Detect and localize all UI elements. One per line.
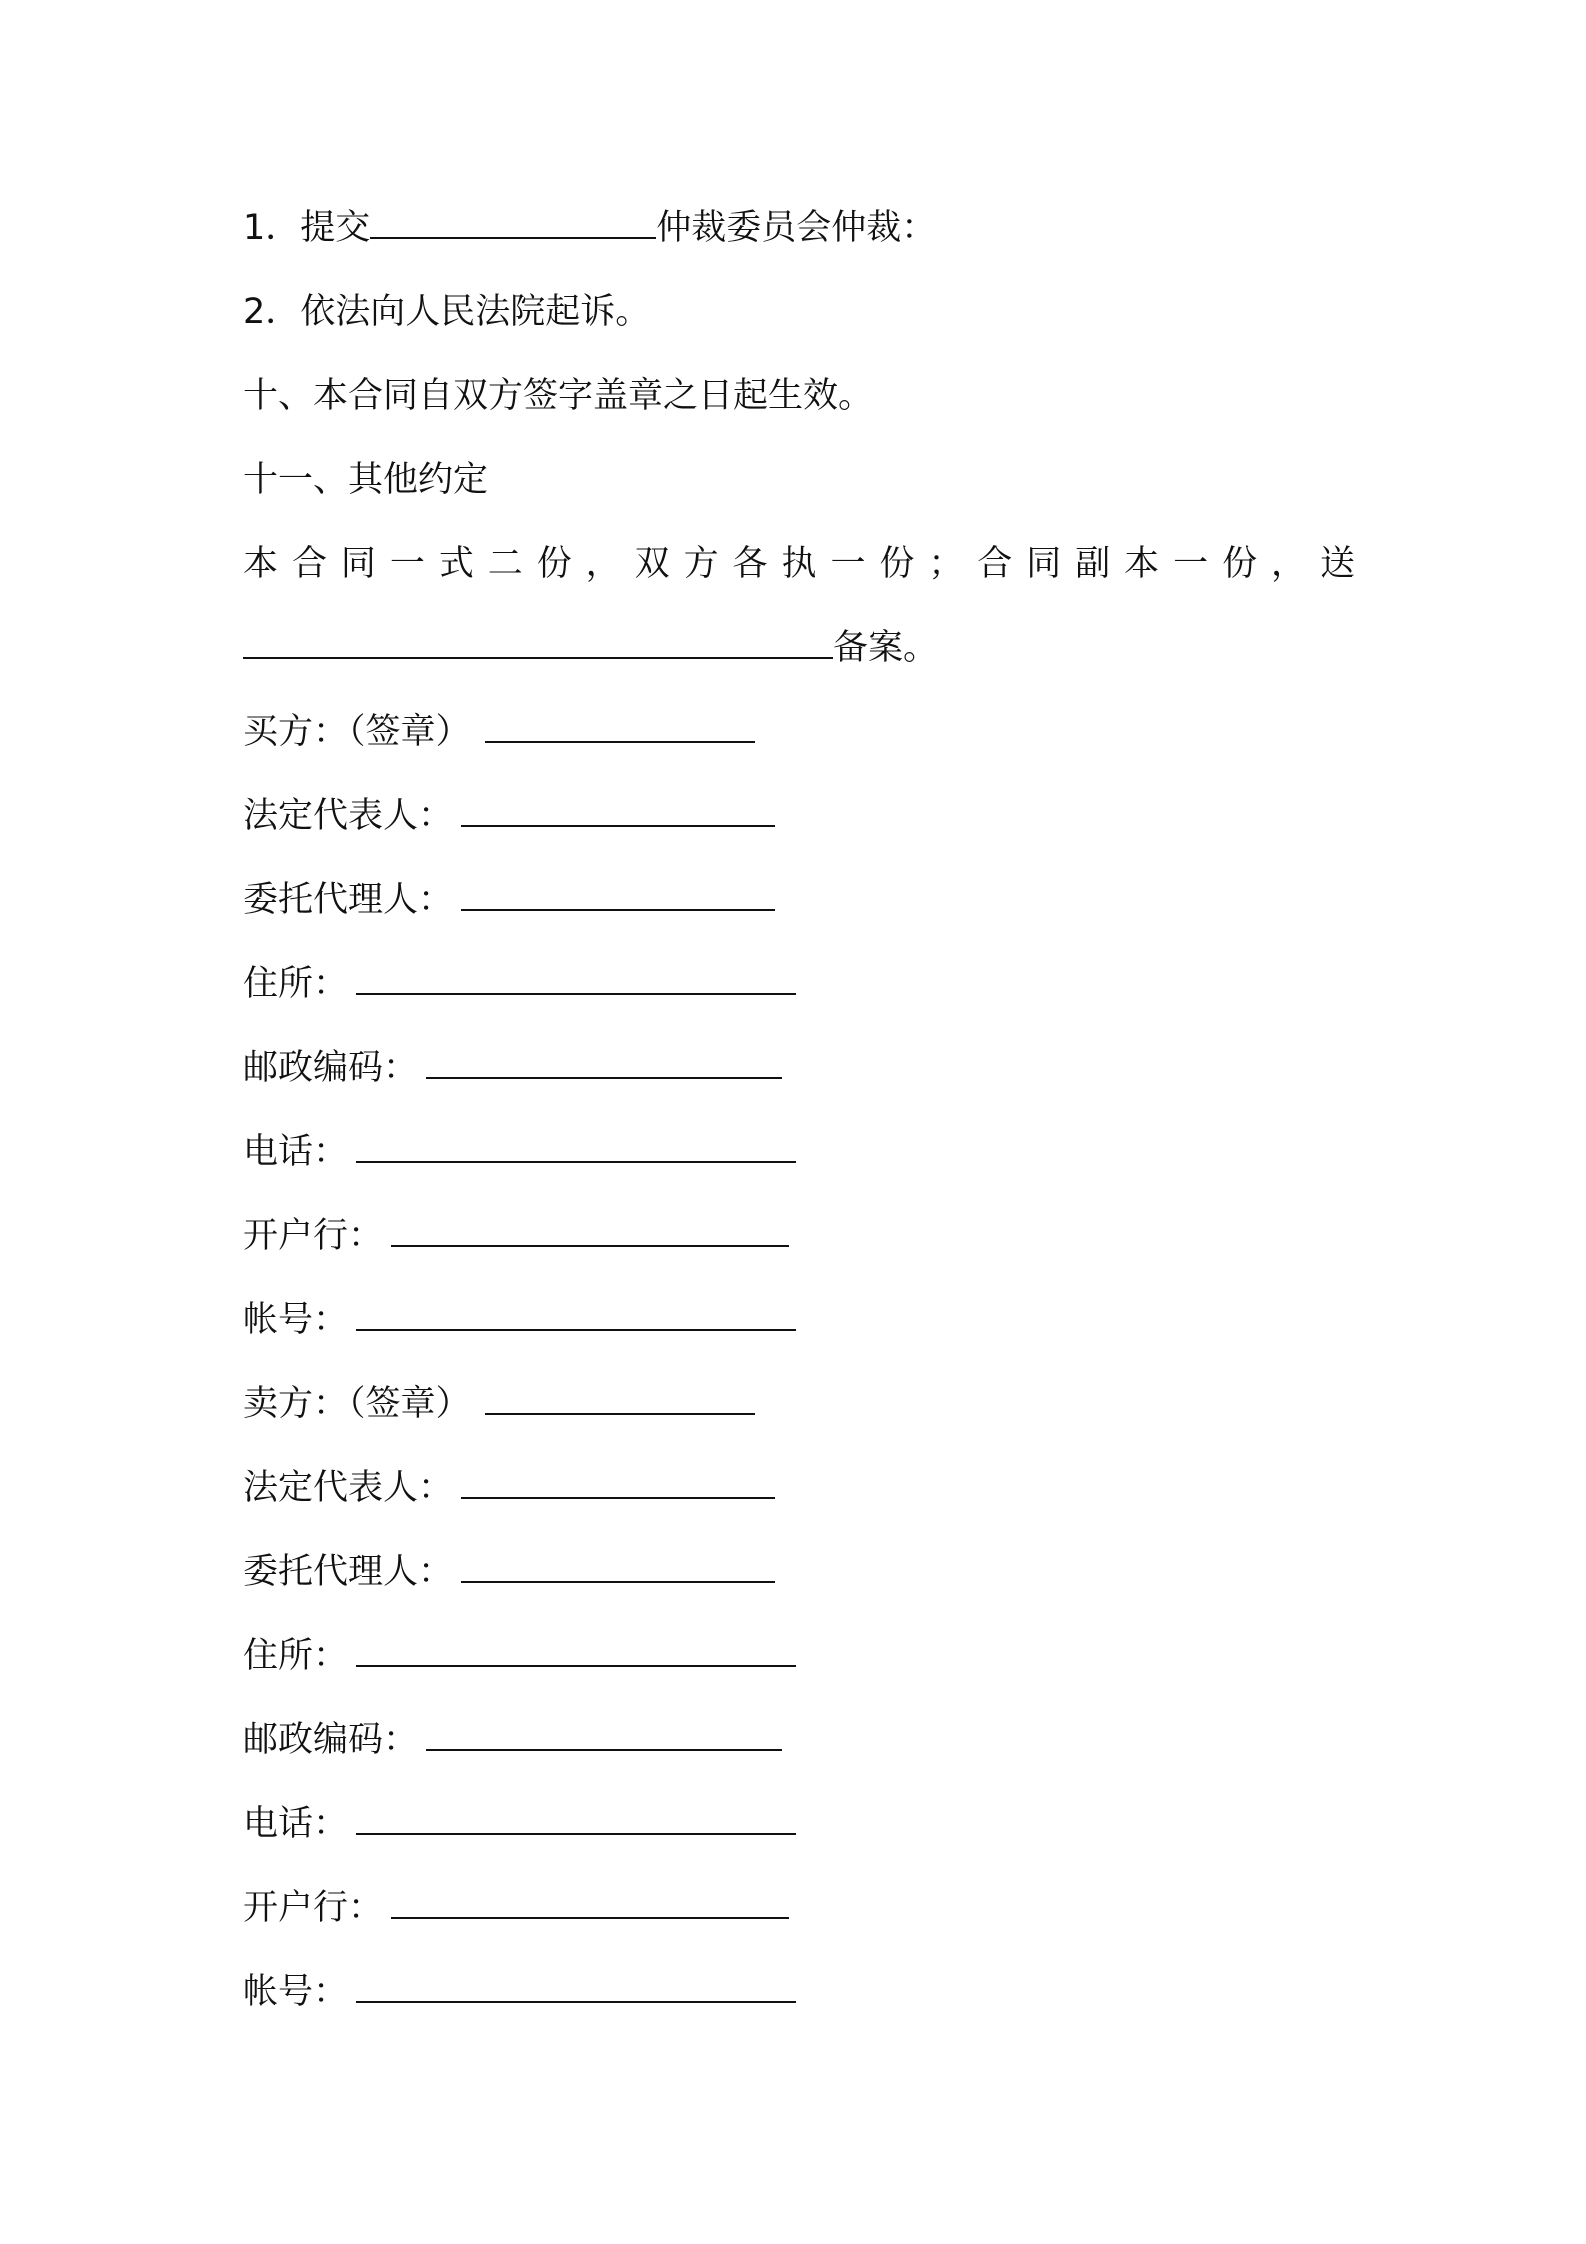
seller-phone-line — [243, 1794, 796, 1854]
buyer-sign-label: 买方：（签章） — [243, 712, 471, 752]
buyer-legal-rep-line — [243, 786, 775, 846]
buyer-agent-line — [243, 870, 775, 930]
filing-line — [243, 618, 938, 678]
buyer-account-label: 帐号： — [243, 1300, 349, 1340]
buyer-bank-line — [243, 1206, 789, 1266]
filing-authority-blank — [243, 621, 833, 659]
seller-sign-line — [243, 1374, 755, 1434]
buyer-legal-rep-label: 法定代表人： — [243, 796, 454, 836]
buyer-phone-line — [243, 1122, 796, 1182]
seller-account-label: 帐号： — [243, 1972, 349, 2012]
seller-agent-label: 委托代理人： — [243, 1552, 454, 1592]
copies-char: 份 — [1222, 544, 1258, 584]
copies-sentence — [243, 534, 1355, 594]
buyer-address-label: 住所： — [243, 964, 349, 1004]
seller-bank-line — [243, 1878, 789, 1938]
copies-char: 合 — [291, 544, 327, 584]
copies-char: 执 — [781, 544, 817, 584]
clause-eleven: 十一、其他约定 — [243, 460, 489, 500]
buyer-agent-blank — [461, 873, 775, 911]
copies-char: 同 — [340, 544, 376, 584]
copies-char: ， — [585, 544, 621, 584]
copies-char: ， — [1271, 544, 1307, 584]
seller-address-line — [243, 1626, 796, 1686]
seller-address-blank — [356, 1629, 796, 1667]
seller-postcode-label: 邮政编码： — [243, 1720, 419, 1760]
copies-char: 份 — [879, 544, 915, 584]
clause-litigation: 2．依法向人民法院起诉。 — [243, 292, 651, 332]
buyer-legal-rep-blank — [461, 789, 775, 827]
clause-arbitration-prefix: 1．提交 — [243, 208, 371, 248]
buyer-sign-line — [243, 702, 755, 762]
clause-arbitration — [243, 198, 936, 258]
arbitration-committee-blank — [370, 201, 656, 239]
copies-char: 副 — [1075, 544, 1111, 584]
seller-sign-label: 卖方：（签章） — [243, 1384, 471, 1424]
copies-char: 一 — [1173, 544, 1209, 584]
seller-legal-rep-label: 法定代表人： — [243, 1468, 454, 1508]
copies-char: 式 — [438, 544, 474, 584]
copies-char: 双 — [634, 544, 670, 584]
copies-char: 一 — [389, 544, 425, 584]
seller-address-label: 住所： — [243, 1636, 349, 1676]
seller-postcode-line — [243, 1710, 782, 1770]
seller-legal-rep-line — [243, 1458, 775, 1518]
copies-char: 合 — [977, 544, 1013, 584]
clause-ten: 十、本合同自双方签字盖章之日起生效。 — [243, 376, 874, 416]
copies-char: 本 — [1124, 544, 1160, 584]
seller-postcode-blank — [426, 1713, 782, 1751]
buyer-postcode-blank — [426, 1041, 782, 1079]
buyer-account-blank — [356, 1293, 796, 1331]
buyer-phone-blank — [356, 1125, 796, 1163]
buyer-account-line — [243, 1290, 796, 1350]
buyer-postcode-label: 邮政编码： — [243, 1048, 419, 1088]
buyer-bank-blank — [391, 1209, 789, 1247]
filing-suffix: 备案。 — [833, 628, 939, 668]
copies-char: 方 — [683, 544, 719, 584]
seller-bank-blank — [391, 1881, 789, 1919]
seller-sign-blank — [485, 1377, 755, 1415]
seller-account-blank — [356, 1965, 796, 2003]
buyer-address-line — [243, 954, 796, 1014]
copies-char: 同 — [1026, 544, 1062, 584]
copies-char: 本 — [243, 544, 279, 584]
copies-char: ； — [928, 544, 964, 584]
seller-bank-label: 开户行： — [243, 1888, 384, 1928]
seller-phone-blank — [356, 1797, 796, 1835]
copies-char: 一 — [830, 544, 866, 584]
copies-char: 送 — [1319, 544, 1355, 584]
seller-phone-label: 电话： — [243, 1804, 349, 1844]
buyer-sign-blank — [485, 705, 755, 743]
copies-char: 份 — [536, 544, 572, 584]
seller-agent-blank — [461, 1545, 775, 1583]
buyer-phone-label: 电话： — [243, 1132, 349, 1172]
buyer-bank-label: 开户行： — [243, 1216, 384, 1256]
clause-arbitration-suffix: 仲裁委员会仲裁： — [656, 208, 937, 248]
seller-account-line — [243, 1962, 796, 2022]
copies-char: 二 — [487, 544, 523, 584]
seller-agent-line — [243, 1542, 775, 1602]
seller-legal-rep-blank — [461, 1461, 775, 1499]
buyer-address-blank — [356, 957, 796, 995]
copies-char: 各 — [732, 544, 768, 584]
buyer-postcode-line — [243, 1038, 782, 1098]
buyer-agent-label: 委托代理人： — [243, 880, 454, 920]
